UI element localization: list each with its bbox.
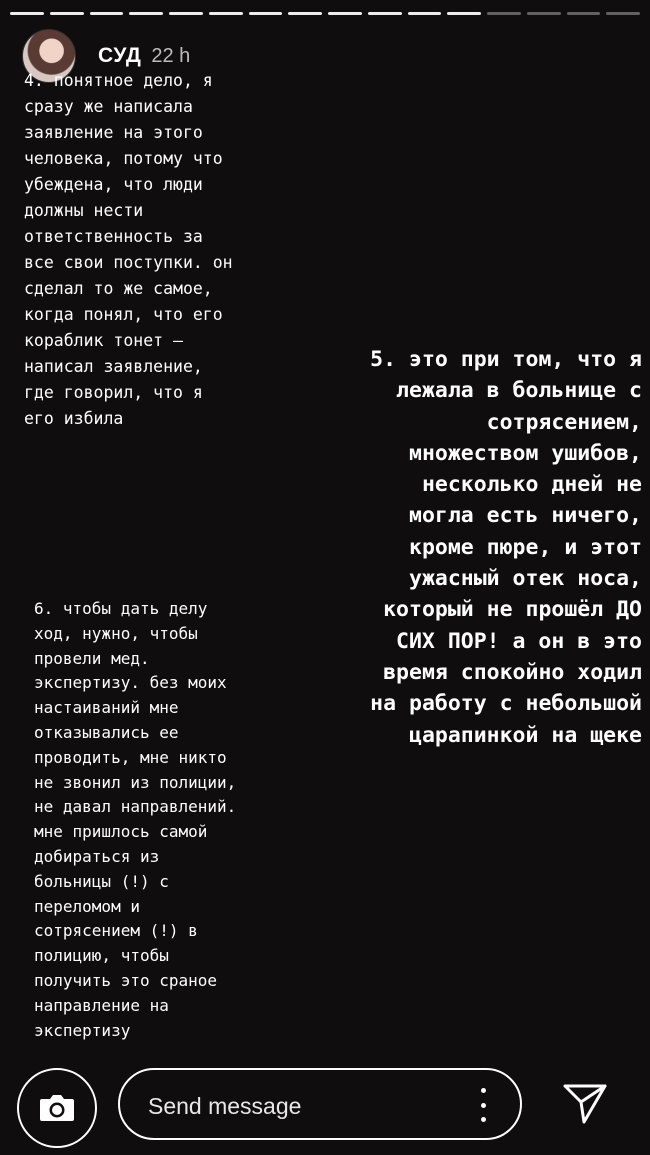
text-line: когда понял, что его (24, 305, 223, 324)
text-line: ответственность за (24, 227, 203, 246)
text-line: могла есть ничего, (409, 503, 642, 529)
progress-segment (328, 12, 362, 15)
text-line: ужасный отек носа, (409, 566, 642, 592)
text-line: сразу же написала (24, 97, 193, 116)
text-line: должны нести (24, 201, 144, 220)
text-line: царапинкой на щеке (409, 722, 642, 748)
text-line: больницы (!) с (34, 871, 169, 891)
camera-icon (39, 1093, 75, 1123)
text-line: экспертизу (34, 1020, 131, 1040)
progress-segment (368, 12, 402, 15)
text-line: добираться из (34, 846, 160, 866)
camera-button[interactable] (17, 1068, 97, 1148)
more-vertical-icon (481, 1088, 486, 1093)
more-options-button[interactable] (480, 1088, 486, 1122)
text-line: 4. понятное дело, я (24, 71, 213, 90)
username[interactable]: СУД (98, 44, 142, 67)
progress-segment (527, 12, 561, 15)
progress-segment (169, 12, 203, 15)
progress-segment (10, 12, 44, 15)
text-block-point-6 (34, 597, 236, 1043)
text-line: множеством ушибов, (409, 440, 642, 466)
text-line: несколько дней не (421, 472, 642, 498)
progress-segment (606, 12, 640, 15)
text-line: мне пришлось самой (34, 822, 208, 842)
text-line: сотрясением (!) в (34, 921, 198, 941)
text-line: ход, нужно, чтобы (34, 623, 198, 643)
message-input[interactable] (146, 1088, 450, 1124)
text-line: его избила (24, 409, 124, 428)
text-line: человека, потому что (24, 149, 223, 168)
text-block-point-4 (24, 68, 233, 432)
text-line: экспертизу. без моих (34, 673, 227, 693)
text-line: убеждена, что люди (24, 175, 203, 194)
text-line: сотрясением, (486, 409, 642, 435)
text-line: сделал то же самое, (24, 279, 213, 298)
text-line: переломом и (34, 896, 140, 916)
text-line: 6. чтобы дать делу (34, 599, 208, 618)
text-line: заявление на этого (24, 123, 203, 142)
progress-segment (129, 12, 163, 15)
text-line: СИХ ПОР! а он в это (396, 628, 642, 654)
text-line: не звонил из полиции, (34, 772, 237, 792)
progress-segment (50, 12, 84, 15)
progress-segment (249, 12, 283, 15)
progress-segment (447, 12, 481, 15)
story-timestamp: 22 h (151, 44, 191, 67)
progress-segment (408, 12, 442, 15)
text-line: лежала в больнице с (396, 378, 642, 404)
text-line: провели мед. (34, 648, 150, 668)
send-icon[interactable] (560, 1078, 610, 1128)
text-line: отказывались ее (34, 722, 179, 742)
story-progress-bar (10, 12, 640, 16)
text-line: не давал направлений. (34, 797, 237, 817)
progress-segment (567, 12, 601, 15)
reply-bar (0, 1060, 650, 1140)
progress-segment (209, 12, 243, 15)
text-line: полицию, чтобы (34, 946, 169, 966)
progress-segment (288, 12, 322, 15)
text-line: где говорил, что я (24, 383, 203, 402)
text-line: проводить, мне никто (34, 747, 227, 767)
progress-segment (487, 12, 521, 15)
text-line: 5. это при том, что я (370, 347, 642, 372)
text-line: все свои поступки. он (24, 253, 233, 272)
send-message-field[interactable] (118, 1068, 522, 1140)
text-line: на работу с небольшой (370, 691, 642, 717)
text-line: написал заявление, (24, 357, 203, 376)
text-line: настаиваний мне (34, 698, 179, 718)
text-line: время спокойно ходил (383, 659, 642, 685)
text-line: кораблик тонет — (24, 331, 183, 350)
text-line: направление на (34, 995, 169, 1015)
text-line: который не прошёл ДО (383, 597, 642, 623)
text-block-point-5 (370, 344, 642, 751)
text-line: кроме пюре, и этот (409, 534, 642, 560)
text-line: получить это сраное (34, 970, 218, 990)
progress-segment (90, 12, 124, 15)
